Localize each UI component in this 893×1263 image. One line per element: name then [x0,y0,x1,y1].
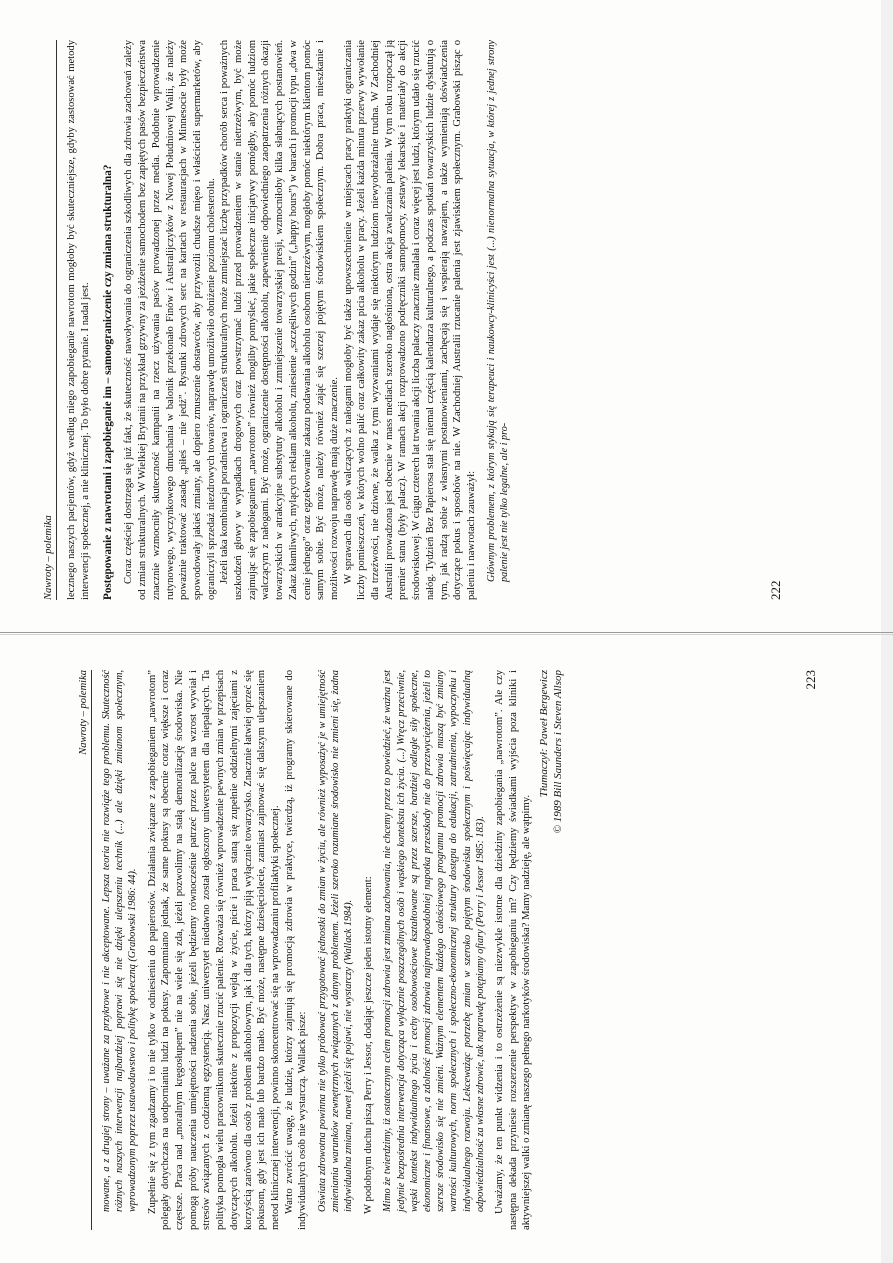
running-head-text: Nawroty – polemika [43,515,54,600]
paragraph: Zupełnie się z tym zgadzamy i to nie tylko w odniesieniu do papierosów. Działania związane z zapobieganiem „nawrotom” polegały dotychczas na uodpornianiu ludzi na pokusy. Zapomniano jednak, że same pokusy są obecnie coraz większe i coraz częstsze. Praca nad „moralnym kręgosłupem” nie na wiele się zda, jeżeli pozwolimy na stałą demoralizację środowiska. Nie pomogą próby nauczenia umiejętności radzenia sobie, jeżeli będziemy równocześnie patrzeć przez palce na wzrost wywiał i stresów związanych z codzienną egzystencją. Nasz uniwersytet niedawno został ogłoszony uniwersytetem dla niepalących. Ta polityka pomogła wielu pracownikom skutecznie rzucić palenie. Rozważa się również wprowadzenie pewnych zmian w przepisach dotyczących alkoholu. Jeżeli niektóre z propozycji wejdą w życie, picie i praca staną się zupełnie oddzielnymi zajęciami z korzyścią zarówno dla osób z problem alkoholowym, jak i dla tych, którzy piją wyłącznie towarzysko. Znacznie łatwiej oprzeć się pokusom, gdy jest ich mało lub bardzo mało. Być może, następne dziesięciolecie, zamiast zajmować się dalszym ulepszaniem metod klinicznej interwencji, powinno skoncentrować się na wprowadzaniu profilaktyki społecznej. [146,670,281,1230]
page-fold [0,632,893,633]
page-body [100,670,566,1230]
paragraph: Coraz częściej dostrzega się już fakt, że skuteczność nawoływania do ograniczenia szkodliwych dla zdrowia zachowań zależy od zmian strukturalnych. W Wielkiej Brytanii na przykład grzywny za jeżdżenie samochodem bez zapiętych pasów bezpieczeństwa znacznie wzmocniły skuteczność kampanii na rzecz używania pasów prowadzonej przez media. Podobnie wprowadzenie rutynowego, wyczynkowego dmuchania w balonik przekonało Finów i Australijczyków z Nowej Południowej Walii, że należy poważnie traktować zasadę „piłeś – nie jedź”. Rysunki zdrowych serc na kartach w restauracjach w Minnesocie były może spowodowały jakieś zmiany, ale dopiero zmuszenie dostawców, aby przywozili chudsze mięso i właścicieli supermarketów, aby ograniczyli sprzedaż niezdrowych towarów, naprawdę umożliwiło obniżenie poziomu cholesterolu. [123,40,217,600]
block-quote: mowane, a z drugiej strony – uważane za przykrowe i nie akceptowane. Lepsza teoria nie rozwiąże tego problemu. Skuteczność różnych naszych interwencji najbardziej poprawi się nie dzięki ulepszeniu technik (...) ale dzięki zmianom społecznym, wprowadzonym poprzez ustawodawstwo i politykę społeczną (Grabowski 1986: 44). [101,670,139,1212]
block-quote: Mimo że twierdzimy, iż ostatecznym celem promocji zdrowia jest zmiana zachowania, nie chcemy przez to powiedzieć, że ważna jest jedynie bezpośrednia interwencja dotycząca wyłącznie poszczególnych osób i wąskiego kontekstu ich życia. (...) Wręcz przeciwnie, wąski kontekst indywidualnego życia i cechy osobowościowe kształtowane są przez szersze, bardziej odległe siły społeczne, ekonomiczne i finansowe, a zdolność promocji zdrowia najprawdopodobniej napotka przeszkody nie do przezwyciężenia, jeżeli to szersze środowisko się nie zmieni. Ważnym elementem każdego całościowego programu promocji zdrowia muszą być zmiany wartości kulturowych, norm społecznych i społeczno-ekonomicznej struktury dostępu do edukacji, zatrudnienia, wypoczynku i indywidualnego rozwoju. Lekceważąc potrzebę zmian w szeroko pojętym środowisku społecznym i poświęcając indywidualną odpowiedzialność za własne zdrowie, tak naprawdę potępiamy ofiary (Perry i Jessor 1985: 183). [382,670,486,1212]
running-head [75,670,92,1230]
translator-credit: Tłumaczył: Paweł Bergewicz [538,670,551,798]
paragraph: W podobnym duchu piszą Perry i Jessor, dodając jeszcze jeden istotny element: [362,876,374,1214]
paragraph: Jeżeli taka kombinacja poradnictwa i ograniczeń strukturalnych może zmniejszać liczbę przypadków chorób serca i poważnych uszkodzeń głowy w wypadkach drogowych oraz powstrzymać ludzi przed prowadzeniem w stanie nietrzeźwym, być może zajmując się zapobieganiem „nawrotom” również mogliby pomyśleć, jakie społeczne inicjatywy pomógłby, aby pomóc ludziom walczącym z nałogami. Być może, ograniczenie dostępności alkoholu, zapewnienie odpowiedniego zaopatrzenia różnych okazji towarzyskich w atrakcyjne substytuty alkoholu i zmniejszenie towarzyskiej presji, wzmocniłoby kilka słabnących postanowień. Zakaz kłamliwych, mylących reklam alkoholu, zniesienie „szczęśliwych godzin” („happy hours”) w barach i promocji typu „dwa w cenie jednego” oraz egzekwowanie zakazu podawania alkoholu osobom nietrzeźwym, mogłoby pomóc niektórym klientom pomóc samym sobie. Być może, należy również zająć się szerzej pojętym środowiskiem społecznym. Dobra praca, mieszkanie i możliwości rozwoju naprawdę mają duże znaczenie. [219,40,340,600]
running-head [40,40,57,600]
copyright-line: © 1989 Bill Saunders i Steven Allsop [551,670,564,834]
page-body [65,40,511,600]
running-head-text: Nawroty – polemika [78,670,89,755]
paragraph: Uważamy, że ten punkt widzenia i to ostrzeżenie są niezwykle istotne dla dziedziny zapobiegania „nawrotom”. Ale czy następna dekada przyniesie rozszerzenie perspektyw w zapobieganiu im? Czy będziemy świadkami wyjścia poza kliniki i aktywniejszej walki o zmianę naszego pełnego narkotyków środowiska? Mamy nadzieję, ale wątpimy. [493,670,533,1230]
paragraph: W sprawach dla osób walczących z nałogami mogłoby być także upowszechnienie w miejscach pracy praktyki ograniczania liczby pomieszczeń, w których wolno palić oraz całkowity zakaz picia alkoholu w pracy. Jeżeli każda minuta przerwy wywołanie dla trzeźwości, nie dziwne, że walka z tymi wyzwaniami wydaje się niektórym ludziom niewyobrażalnie trudna. W Zachodniej Australii prowadzona jest obecnie w mass mediach szeroko nagłośniona, ostra akcja zwalczania palenia. W tym roku rozpoczął ją premier stanu (były palacz). W ramach akcji rozprowadzono podręczniki samopomocy, zestawy lekarskie i materiały do akcji środowiskowej. W ciągu czterech lat trwania akcji liczba palaczy znacznie zmalała i coraz więcej jest ludzi, którym udało się rzucić nałóg. Tydzień Bez Papierosa stał się niemal częścią kalendarza kulturalnego, a podczas spotkań towarzyskich ludzie dyskutują o tym, jak radzą sobie z własnymi postanowieniami, zachęcają się i wspierają nawzajem, a także wymieniają doświadczenia dotyczące pokus i sposobów na nie. W Zachodniej Australii rzucanie palenia jest zjawiskiem społecznym. Grabowski pisząc o paleniu i nawrotach zauważył: [342,40,477,600]
page-fold-shadow [0,634,893,635]
page-223 [75,670,818,1230]
block-quote: Głównym problemem, z którym stykają się terapeuci i naukowcy-klinicyści jest (...) nienormalna sytuacja, w której z jednej strony palenie jest nie tylko legalne, ale i pro- [485,40,510,582]
page-number: 222 [768,580,783,600]
page-222 [40,40,783,600]
paragraph: Warto zwrócić uwagę, że ludzie, którzy zajmują się promocją zdrowia w praktyce, twierdzą, iż programy skierowane do indywidualnych osób nie wystarczą. Wallack pisze: [283,670,309,1230]
section-title: Postępowanie z nawrotami i zapobieganie im – samoograniczenie czy zmiana strukturalna? [102,164,115,600]
page-number: 223 [803,670,818,690]
paragraph: lecznego naszych pacjentów, gdyż według niego zapobieganie nawrotom mogłoby być skuteczniejsze, gdyby zastosować metody interwencji społecznej, a nie klinicznej. To było dobre pytanie. I nadal jest. [66,40,91,600]
block-quote: Oświata zdrowotna powinna nie tylko próbować przygotować jednostki do zmian w życiu, ale również wyposażyć je w umiejętność zmieniania warunków zewnętrznych związanych z danym problemem. Jeżeli szeroko rozumiane środowisko nie zmieni się, żadna indywidualna zmiana, nawet jeżeli się pojawi, nie wystarczy (Wallack 1984). [317,670,355,1212]
